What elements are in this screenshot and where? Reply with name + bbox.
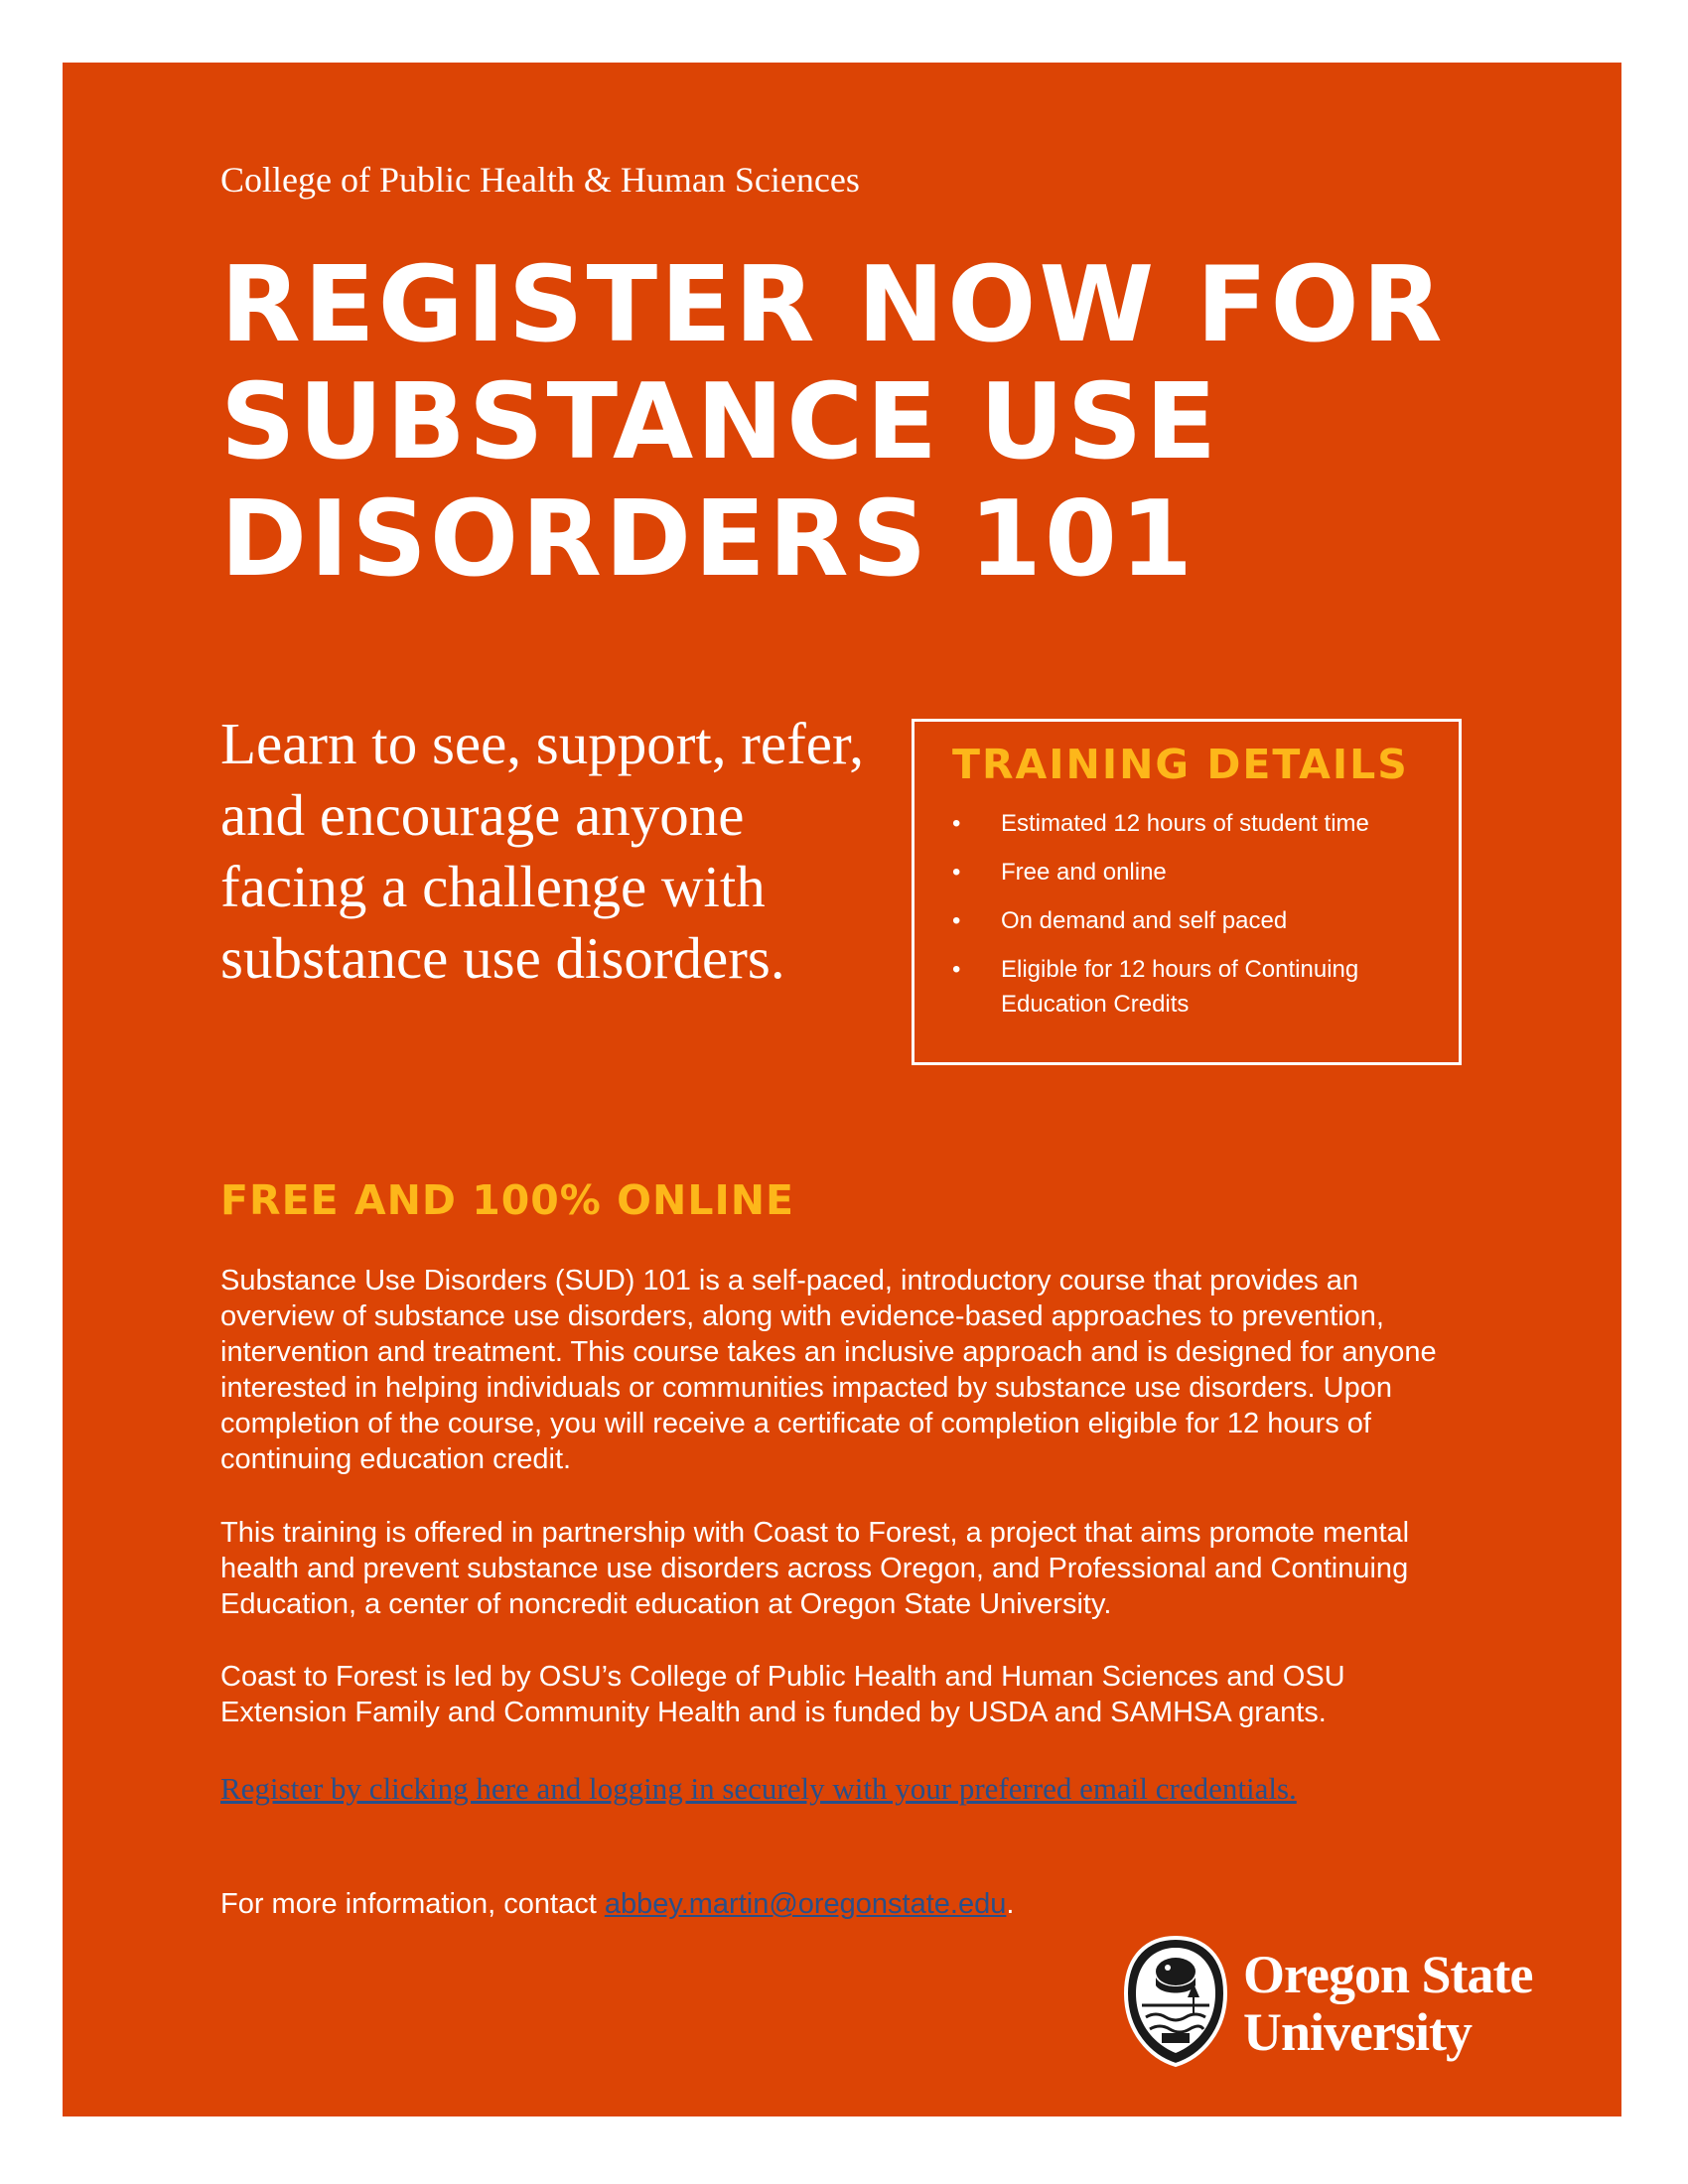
contact-email-link[interactable]: abbey.martin@oregonstate.edu <box>604 1888 1007 1920</box>
list-item-text: Free and online <box>1001 859 1167 886</box>
contact-suffix: . <box>1006 1888 1015 1920</box>
list-item <box>952 855 1439 889</box>
contact-prefix: For more information, contact <box>220 1888 605 1920</box>
bullet-icon: • <box>952 956 961 983</box>
training-details-title: TRAINING DETAILS <box>952 741 1409 788</box>
contact-line <box>220 1886 1014 1922</box>
list-item <box>952 806 1439 841</box>
bullet-icon: • <box>952 859 961 886</box>
course-description-paragraph: Substance Use Disorders (SUD) 101 is a self-paced, introductory course that provides an overview of substance use disorders, along with evidence-based approaches to prevention, intervention and treatment. This course takes an inclusive approach and is designed for anyone interested in helping individuals or communities impacted by substance use disorders. Upon completion of the course, you will receive a certificate of completion eligible for 12 hours of continuing education credit. <box>220 1265 1437 1475</box>
training-details-box <box>912 719 1462 1065</box>
list-item-text: On demand and self paced <box>1001 907 1288 934</box>
register-link[interactable]: Register by clicking here and logging in securely with your preferred email credentials. <box>220 1771 1297 1806</box>
partnership-paragraph: This training is offered in partnership with Coast to Forest, a project that aims promote mental health and prevent substance use disorders across Oregon, and Professional and Continuing Education, a center of noncredit education at Oregon State University. <box>220 1517 1410 1620</box>
tagline: Learn to see, support, refer, and encourage anyone facing a challenge with substance use disorders. <box>220 711 864 991</box>
training-details-list <box>952 806 1439 1035</box>
title-line-1: REGISTER NOW FOR <box>220 244 1446 365</box>
title-line-2: SUBSTANCE USE <box>220 361 1220 482</box>
osu-logo-line-1: Oregon State <box>1243 1945 1533 2004</box>
osu-logo-line-2: University <box>1243 2002 1472 2062</box>
bullet-icon: • <box>952 907 961 934</box>
college-name: College of Public Health & Human Sciences <box>220 160 860 200</box>
osu-beaver-seal-icon <box>1122 1934 1229 2069</box>
bullet-icon: • <box>952 810 961 837</box>
list-item-text: Estimated 12 hours of student time <box>1001 810 1369 837</box>
funding-paragraph: Coast to Forest is led by OSU’s College of Public Health and Human Sciences and OSU Extension Family and Community Health and is funded by USDA and SAMHSA grants. <box>220 1661 1345 1728</box>
list-item-text: Eligible for 12 hours of Continuing Education Credits <box>1001 956 1359 1018</box>
section-heading: FREE AND 100% ONLINE <box>220 1176 795 1224</box>
list-item <box>952 952 1439 1022</box>
page-title <box>220 246 1462 598</box>
list-item <box>952 903 1439 938</box>
title-line-3: DISORDERS 101 <box>220 478 1196 600</box>
osu-logo <box>1122 1934 1559 2073</box>
